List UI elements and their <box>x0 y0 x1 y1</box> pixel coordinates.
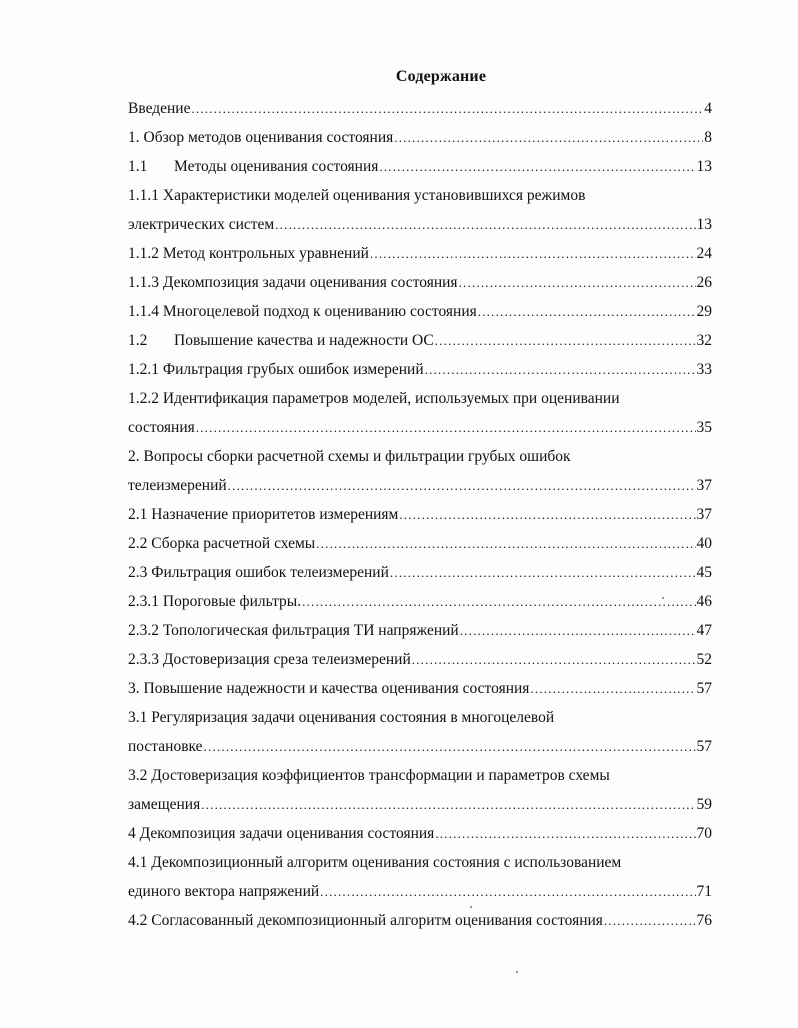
toc-entry-page: 52 <box>696 651 712 668</box>
table-of-contents <box>128 94 712 935</box>
toc-entry-text: 3. Повышение надежности и качества оценивания состояния <box>128 680 530 697</box>
toc-entry <box>128 645 712 674</box>
toc-entry <box>128 616 712 645</box>
toc-entry-text: Введение <box>128 100 191 117</box>
toc-entry-continuation <box>128 877 712 906</box>
dot-leader <box>390 558 696 587</box>
toc-entry-text: 2.3.3 Достоверизация среза телеизмерений <box>128 651 411 668</box>
toc-entry <box>128 500 712 529</box>
dot-leader <box>320 877 695 906</box>
toc-entry-text: 2. Вопросы сборки расчетной схемы и фильтрации грубых ошибок <box>128 448 571 465</box>
toc-entry-text: 1.1.1 Характеристики моделей оценивания установившихся режимов <box>128 187 586 204</box>
toc-entry-page: 57 <box>696 680 712 697</box>
dot-leader <box>460 616 696 645</box>
toc-entry-continuation <box>128 413 712 442</box>
toc-entry-text: 1.1.3 Декомпозиция задачи оценивания состояния <box>128 274 458 291</box>
dot-leader <box>316 529 695 558</box>
toc-entry-text: 2.3.1 Пороговые фильтры. <box>128 593 302 610</box>
toc-entry-page: 24 <box>696 245 712 262</box>
dot-leader <box>379 152 695 181</box>
toc-entry <box>128 848 712 877</box>
dot-leader <box>530 674 695 703</box>
toc-entry <box>128 674 712 703</box>
dot-leader <box>228 471 696 500</box>
toc-entry-page: 76 <box>696 912 712 929</box>
toc-entry <box>128 587 712 616</box>
toc-entry-text: Повышение качества и надежности ОС <box>174 332 434 349</box>
toc-entry <box>128 384 712 413</box>
toc-entry-text: 4 Декомпозиция задачи оценивания состояния <box>128 825 435 842</box>
toc-entry-page: 32 <box>696 332 712 349</box>
dot-leader <box>196 413 696 442</box>
toc-entry-page: 40 <box>696 535 712 552</box>
toc-entry-page: 46 <box>696 593 712 610</box>
dot-leader <box>425 355 696 384</box>
dot-leader <box>399 500 695 529</box>
toc-entry <box>128 355 712 384</box>
toc-entry-text: единого вектора напряжений <box>128 883 320 900</box>
dot-leader <box>478 297 696 326</box>
toc-entry-text: 1. Обзор методов оценивания состояния <box>128 129 394 146</box>
dot-leader <box>275 210 695 239</box>
toc-entry <box>128 819 712 848</box>
dot-leader <box>604 906 696 935</box>
toc-entry-page: 45 <box>696 564 712 581</box>
dot-leader <box>459 268 696 297</box>
toc-entry-text: постановке <box>128 738 203 755</box>
toc-entry-page: 35 <box>696 419 712 436</box>
toc-entry <box>128 703 712 732</box>
toc-entry-text: состояния <box>128 419 195 436</box>
toc-title: Содержание <box>395 68 487 85</box>
toc-entry-page: 33 <box>696 361 712 378</box>
dot-leader <box>435 819 695 848</box>
toc-entry-page: 13 <box>696 158 712 175</box>
toc-entry <box>128 297 712 326</box>
toc-entry-page: 71 <box>696 883 712 900</box>
toc-entry-page: 37 <box>696 477 712 494</box>
toc-entry-page: 37 <box>696 506 712 523</box>
dot-leader <box>370 239 696 268</box>
toc-entry <box>128 529 712 558</box>
toc-entry-page: 70 <box>696 825 712 842</box>
toc-entry-number: 1.2 <box>128 332 148 349</box>
toc-entry <box>128 906 712 935</box>
toc-entry-text: 1.2.2 Идентификация параметров моделей, используемых при оценивании <box>128 390 620 407</box>
toc-entry-page: 57 <box>696 738 712 755</box>
dot-leader <box>201 790 695 819</box>
toc-entry-text: 4.2 Согласованный декомпозиционный алгоритм оценивания состояния <box>128 912 603 929</box>
toc-entry-page: 8 <box>704 129 712 146</box>
toc-entry-page: 13 <box>696 216 712 233</box>
toc-entry-text: 1.1.4 Многоцелевой подход к оцениванию состояния <box>128 303 477 320</box>
dot-leader <box>435 326 696 355</box>
dot-leader <box>394 123 703 152</box>
toc-entry-continuation <box>128 790 712 819</box>
toc-entry <box>128 239 712 268</box>
dot-leader <box>204 732 696 761</box>
toc-entry <box>128 558 712 587</box>
dot-leader <box>302 587 695 616</box>
dot-leader <box>191 94 703 123</box>
toc-entry-text: замещения <box>128 796 201 813</box>
toc-entry <box>128 442 712 471</box>
toc-entry <box>128 326 712 355</box>
toc-entry-continuation <box>128 210 712 239</box>
toc-entry-text: Методы оценивания состояния <box>174 158 379 175</box>
toc-entry-page: 4 <box>704 100 712 117</box>
toc-entry-text: телеизмерений <box>128 477 227 494</box>
toc-entry <box>128 761 712 790</box>
scan-speck <box>662 597 664 599</box>
toc-entry-continuation <box>128 471 712 500</box>
toc-entry-page: 47 <box>696 622 712 639</box>
toc-entry-page: 29 <box>696 303 712 320</box>
toc-entry-text: 3.1 Регуляризация задачи оценивания состояния в многоцелевой <box>128 709 555 726</box>
toc-entry <box>128 181 712 210</box>
scan-speck <box>470 906 472 908</box>
toc-entry-text: 2.1 Назначение приоритетов измерениям <box>128 506 399 523</box>
dot-leader <box>412 645 696 674</box>
toc-entry-page: 26 <box>696 274 712 291</box>
toc-entry-page: 59 <box>696 796 712 813</box>
toc-entry-number: 1.1 <box>128 158 148 175</box>
toc-entry-text: 2.3.2 Топологическая фильтрация ТИ напряжений <box>128 622 459 639</box>
toc-entry <box>128 123 712 152</box>
toc-entry-text: 3.2 Достоверизация коэффициентов трансформации и параметров схемы <box>128 767 610 784</box>
toc-entry-text: 4.1 Декомпозиционный алгоритм оценивания состояния с использованием <box>128 854 622 871</box>
toc-entry-text: 2.2 Сборка расчетной схемы <box>128 535 316 552</box>
toc-entry <box>128 94 712 123</box>
toc-entry-text: электрических систем <box>128 216 275 233</box>
toc-entry-text: 2.3 Фильтрация ошибок телеизмерений <box>128 564 389 581</box>
toc-entry-continuation <box>128 732 712 761</box>
toc-entry <box>128 152 712 181</box>
toc-entry-text: 1.1.2 Метод контрольных уравнений <box>128 245 369 262</box>
toc-entry-text: 1.2.1 Фильтрация грубых ошибок измерений <box>128 361 424 378</box>
toc-entry <box>128 268 712 297</box>
scan-speck <box>516 971 518 973</box>
